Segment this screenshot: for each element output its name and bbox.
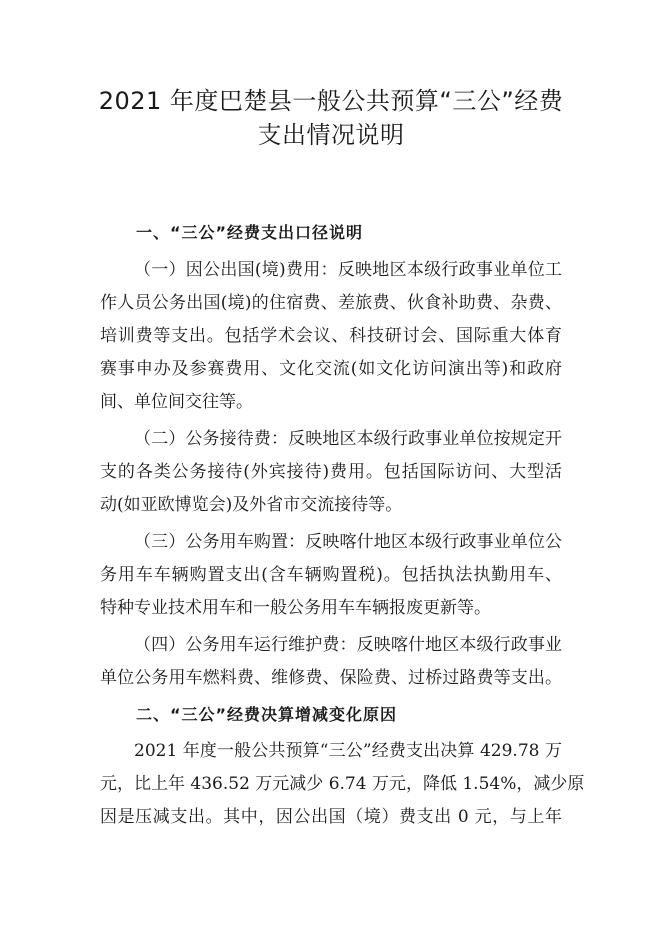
paragraph-line: 赛事申办及参赛费用、文化交流(如文化访问演出等)和政府 xyxy=(100,359,562,379)
paragraph-line: 间、单位间交往等。 xyxy=(100,392,253,412)
paragraph-line: 动(如亚欧博览会)及外省市交流接待等。 xyxy=(100,495,403,515)
paragraph-line: （四）公务用车运行维护费：反映喀什地区本级行政事业 xyxy=(134,635,562,655)
document-title-line-1: 2021 年度巴楚县一般公共预算“三公”经费 xyxy=(98,87,564,115)
paragraph-line: 2021 年度一般公共预算“三公”经费支出决算 429.78 万 xyxy=(134,741,562,761)
section-1-heading: 一、“三公”经费支出口径说明 xyxy=(136,223,364,242)
paragraph-line: 务用车车辆购置支出(含车辆购置税)。包括执法执勤用车、 xyxy=(100,565,562,585)
section-2-heading: 二、“三公”经费决算增减变化原因 xyxy=(136,705,398,724)
paragraph-line: 单位公务用车燃料费、维修费、保险费、过桥过路费等支出。 xyxy=(100,668,562,688)
paragraph-line: 因是压减支出。其中，因公出国（境）费支出 0 元，与上年 xyxy=(100,807,562,827)
document-title-line-2: 支出情况说明 xyxy=(257,121,405,149)
paragraph-line: 支的各类公务接待(外宾接待)费用。包括国际访问、大型活 xyxy=(100,462,562,482)
paragraph-line: 特种专业技术用车和一般公务用车车辆报废更新等。 xyxy=(100,598,491,618)
paragraph-line: （一）因公出国(境)费用：反映地区本级行政事业单位工 xyxy=(134,260,562,280)
paragraph-line: 培训费等支出。包括学术会议、科技研讨会、国际重大体育 xyxy=(100,326,562,346)
paragraph-line: 元，比上年 436.52 万元减少 6.74 万元，降低 1.54%，减少原 xyxy=(100,774,585,794)
paragraph-line: （二）公务接待费：反映地区本级行政事业单位按规定开 xyxy=(134,429,562,449)
paragraph-line: 作人员公务出国(境)的住宿费、差旅费、伙食补助费、杂费、 xyxy=(100,293,562,313)
paragraph-line: （三）公务用车购置：反映喀什地区本级行政事业单位公 xyxy=(134,532,562,552)
